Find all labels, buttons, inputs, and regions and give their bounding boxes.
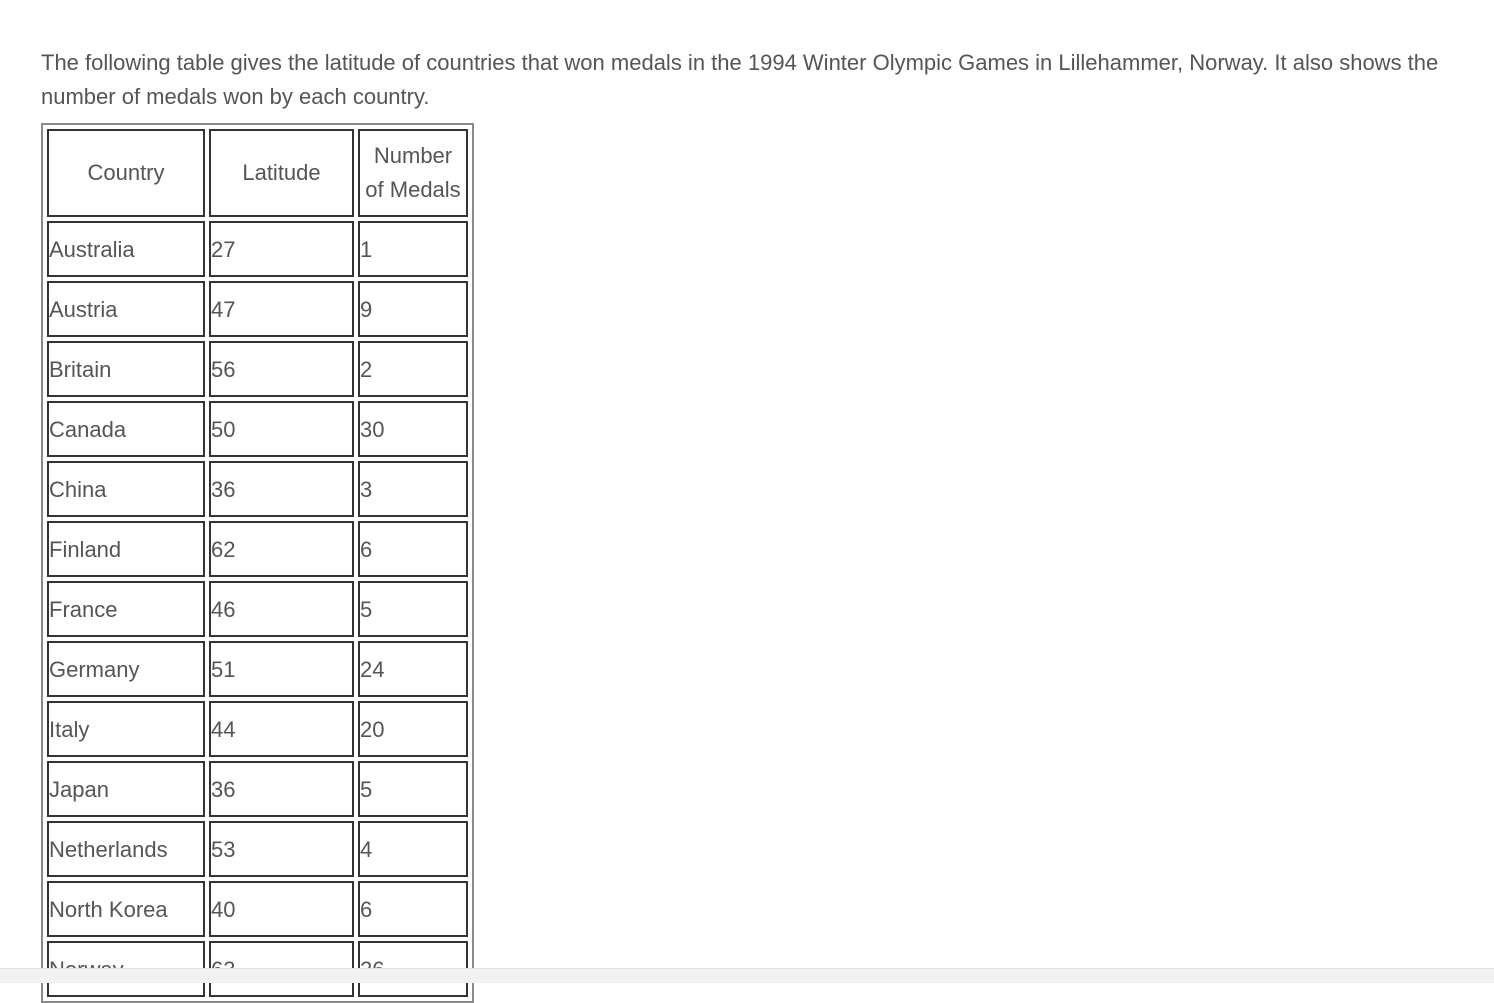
cell-country: Japan	[47, 761, 205, 817]
cell-country: Finland	[47, 521, 205, 577]
table-row	[47, 821, 468, 877]
cell-latitude: 40	[209, 881, 354, 937]
cell-country: Britain	[47, 341, 205, 397]
table-row	[47, 281, 468, 337]
cell-medals: 5	[358, 581, 468, 637]
header-number-of-medals	[358, 129, 468, 217]
cell-latitude: 46	[209, 581, 354, 637]
table-row	[47, 881, 468, 937]
cell-medals: 4	[358, 821, 468, 877]
cell-medals: 3	[358, 461, 468, 517]
cell-latitude: 56	[209, 341, 354, 397]
medals-table	[41, 123, 474, 1003]
table-row	[47, 341, 468, 397]
cell-latitude: 50	[209, 401, 354, 457]
cell-latitude: 47	[209, 281, 354, 337]
cell-latitude: 36	[209, 461, 354, 517]
cell-latitude: 44	[209, 701, 354, 757]
table-row	[47, 581, 468, 637]
cell-latitude: 51	[209, 641, 354, 697]
table-body	[47, 221, 468, 997]
cell-country: Netherlands	[47, 821, 205, 877]
cell-latitude: 36	[209, 761, 354, 817]
header-latitude: Latitude	[209, 129, 354, 217]
cell-country: North Korea	[47, 881, 205, 937]
table-row	[47, 641, 468, 697]
cell-medals: 5	[358, 761, 468, 817]
cell-country: France	[47, 581, 205, 637]
table-row	[47, 701, 468, 757]
table-row	[47, 221, 468, 277]
table-row	[47, 761, 468, 817]
cell-country: Canada	[47, 401, 205, 457]
cell-medals: 30	[358, 401, 468, 457]
bottom-scroll-bar	[0, 968, 1494, 983]
table-row	[47, 401, 468, 457]
table-row	[47, 521, 468, 577]
cell-medals: 24	[358, 641, 468, 697]
table-header-row	[47, 129, 468, 217]
cell-medals: 6	[358, 521, 468, 577]
cell-country: Austria	[47, 281, 205, 337]
header-medals-line1: Number	[373, 143, 453, 168]
intro-paragraph: The following table gives the latitude of countries that won medals in the 1994 Winter Olympic Games in Lillehammer, Norway. It also shows the number of medals won by each country.	[41, 50, 1439, 109]
cell-country: Germany	[47, 641, 205, 697]
table-row	[47, 461, 468, 517]
cell-latitude: 62	[209, 521, 354, 577]
cell-country: China	[47, 461, 205, 517]
cell-medals: 20	[358, 701, 468, 757]
cell-medals: 1	[358, 221, 468, 277]
cell-country: Italy	[47, 701, 205, 757]
cell-country: Australia	[47, 221, 205, 277]
cell-medals: 9	[358, 281, 468, 337]
header-medals-line2: of Medals	[365, 177, 461, 202]
cell-medals: 2	[358, 341, 468, 397]
cell-latitude: 27	[209, 221, 354, 277]
header-country: Country	[47, 129, 205, 217]
cell-medals: 6	[358, 881, 468, 937]
cell-latitude: 53	[209, 821, 354, 877]
